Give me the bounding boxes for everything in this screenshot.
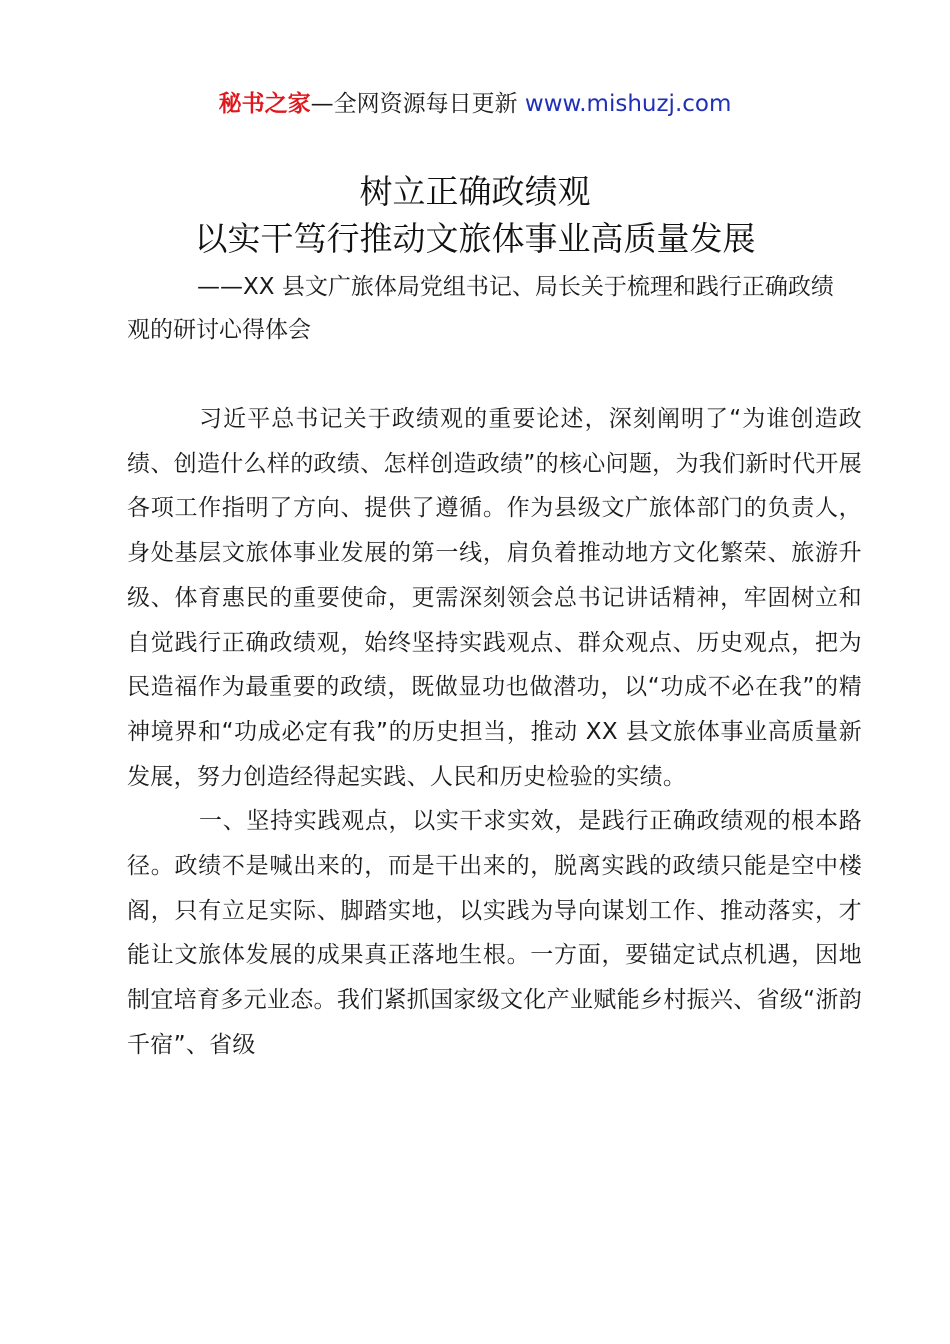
document-title-line-2: 以实干笃行推动文旅体事业高质量发展: [194, 219, 756, 258]
paragraph-text: 习近平总书记关于政绩观的重要论述，深刻阐明了“为谁创造政绩、创造什么样的政绩、怎样创造政绩”的核心问题，为我们新时代开展各项工作指明了方向、提供了遵循。作为县级文广旅体部门的负责人，身处基层文旅体事业发展的第一线，肩负着推动地方文化繁荣、旅游升级、体育惠民的重要使命，更需深刻领会总书记讲话精神，牢固树立和自觉践行正确政绩观，始终坚持实践观点、群众观点、历史观点，把为民造福作为最重要的政绩，既做显功也做潜功，以“功成不必在我”的精神境界和“功成必定有我”的历史担当，推动 XX 县文旅体事业高质量新发展，努力创造经得起实践、人民和历史检验的实绩。: [127, 406, 862, 790]
site-brand: 秘书之家: [218, 91, 311, 117]
site-slogan: —全网资源每日更新: [310, 91, 518, 117]
document-title-line-1: 树立正确政绩观: [359, 172, 591, 211]
site-header: [0, 86, 950, 122]
document-body: [127, 397, 862, 1068]
site-url-link[interactable]: www.mishuzj.com: [524, 91, 732, 117]
paragraph-text: 政绩不是喊出来的，而是干出来的，脱离实践的政绩只能是空中楼阁，只有立足实际、脚踏实地，以实践为导向谋划工作、推动落实，才能让文旅体发展的成果真正落地生根。一方面，要锚定试点机遇，因地制宜培育多元业态。我们紧抓国家级文化产业赋能乡村振兴、省级“浙韵千宿”、省级: [127, 853, 862, 1058]
paragraph-lead: 一、坚持实践观点，以实干求实效，是践行正确政绩观的根本路径。: [127, 808, 862, 880]
body-paragraph-2: [127, 799, 862, 1067]
document-subtitle: ——XX 县文广旅体局党组书记、局长关于梳理和践行正确政绩观的研讨心得体会: [127, 274, 834, 343]
body-paragraph-1: [127, 397, 862, 799]
